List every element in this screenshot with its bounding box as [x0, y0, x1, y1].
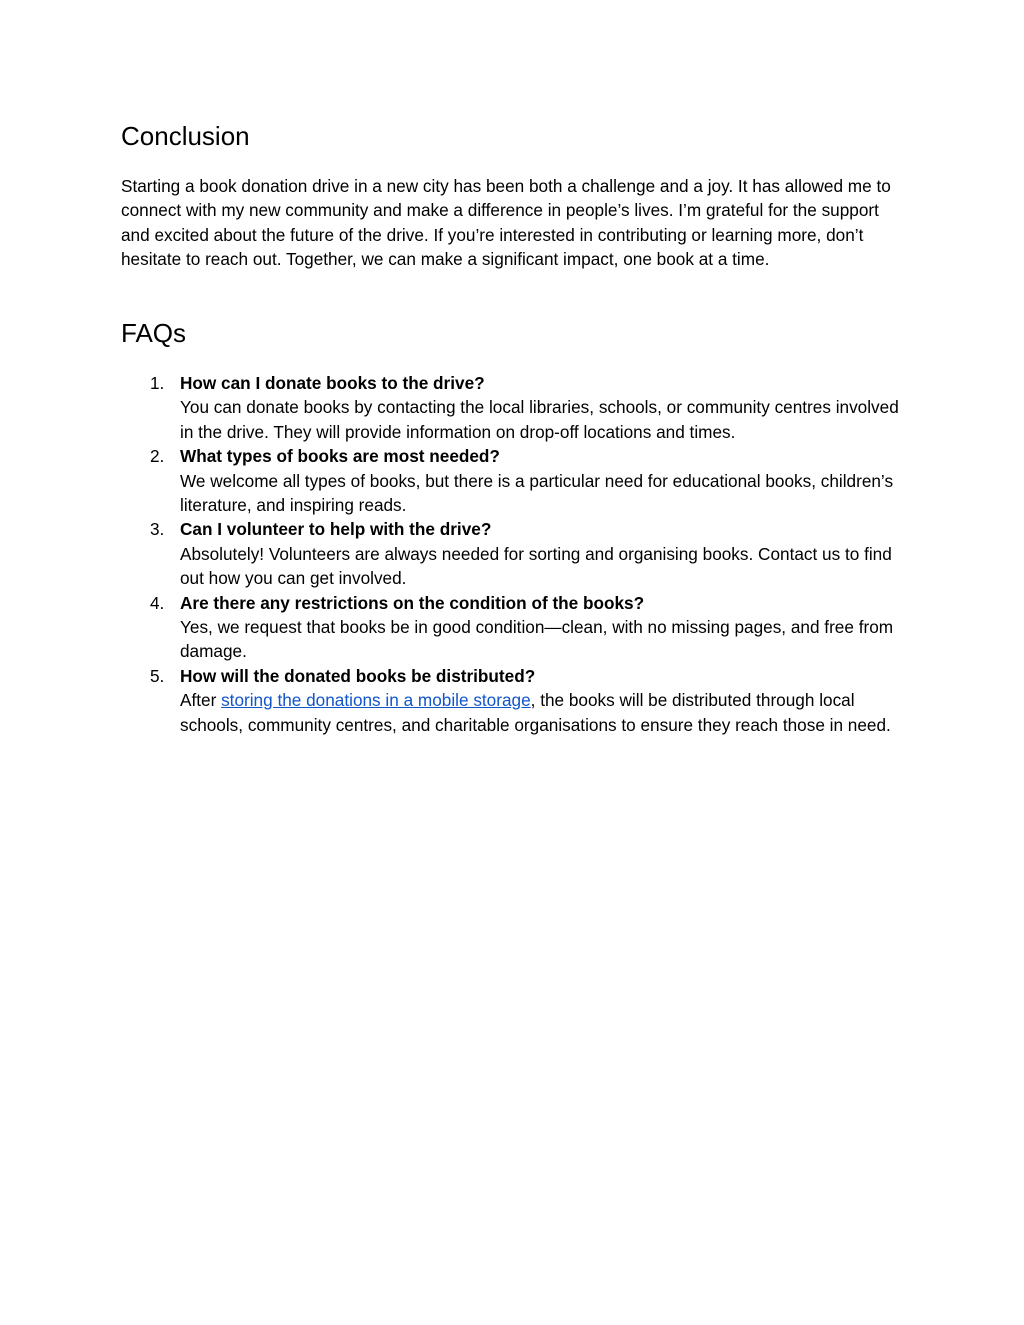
faq-number: 5. — [150, 665, 165, 686]
faq-item-4 — [121, 591, 906, 664]
faq-item-5 — [121, 664, 906, 737]
faq-answer: We welcome all types of books, but there is a particular need for educational books, children’s literature, and inspiring reads. — [180, 470, 894, 516]
conclusion-heading: Conclusion — [121, 121, 250, 151]
faq-number: 1. — [150, 373, 165, 393]
faq-answer: Yes, we request that books be in good condition—clean, with no missing pages, and free from damage. — [180, 617, 894, 662]
faq-question: How will the donated books be distributed? — [180, 665, 536, 686]
faq-item-2 — [121, 444, 906, 517]
faq-answer-prefix: After — [180, 690, 222, 711]
faq-number: 3. — [150, 519, 165, 540]
conclusion-paragraph: Starting a book donation drive in a new city has been both a challenge and a joy. It has allowed me to connect with my new community and make a difference in people’s lives. I’m grateful for the support and excited about the future of the drive. If you’re interested in contributing or learning more, don’t hesitate to reach out. Together, we can make a significant impact, one book at a time. — [121, 176, 891, 270]
faq-answer — [180, 688, 906, 737]
faq-number: 4. — [150, 592, 165, 613]
faq-item-3 — [121, 517, 906, 590]
faq-question: Are there any restrictions on the condition of the books? — [180, 592, 645, 613]
faq-question: Can I volunteer to help with the drive? — [180, 519, 492, 540]
faq-answer-suffix: , the books will be distributed through local schools, community centres, and charitable organisations to ensure they reach those in need. — [180, 690, 891, 735]
faq-number: 2. — [150, 446, 165, 467]
faq-list — [121, 371, 906, 737]
faq-question: How can I donate books to the drive? — [180, 373, 485, 393]
faq-item-1 — [121, 371, 906, 444]
faq-answer: Absolutely! Volunteers are always needed for sorting and organising books. Contact us to find out how you can get involved. — [180, 543, 892, 589]
mobile-storage-link[interactable]: storing the donations in a mobile storage — [221, 690, 531, 711]
faq-question: What types of books are most needed? — [180, 446, 500, 467]
faq-answer: You can donate books by contacting the local libraries, schools, or community centres involved in the drive. They will provide information on drop-off locations and times. — [180, 397, 899, 442]
faqs-heading: FAQs — [121, 318, 187, 348]
